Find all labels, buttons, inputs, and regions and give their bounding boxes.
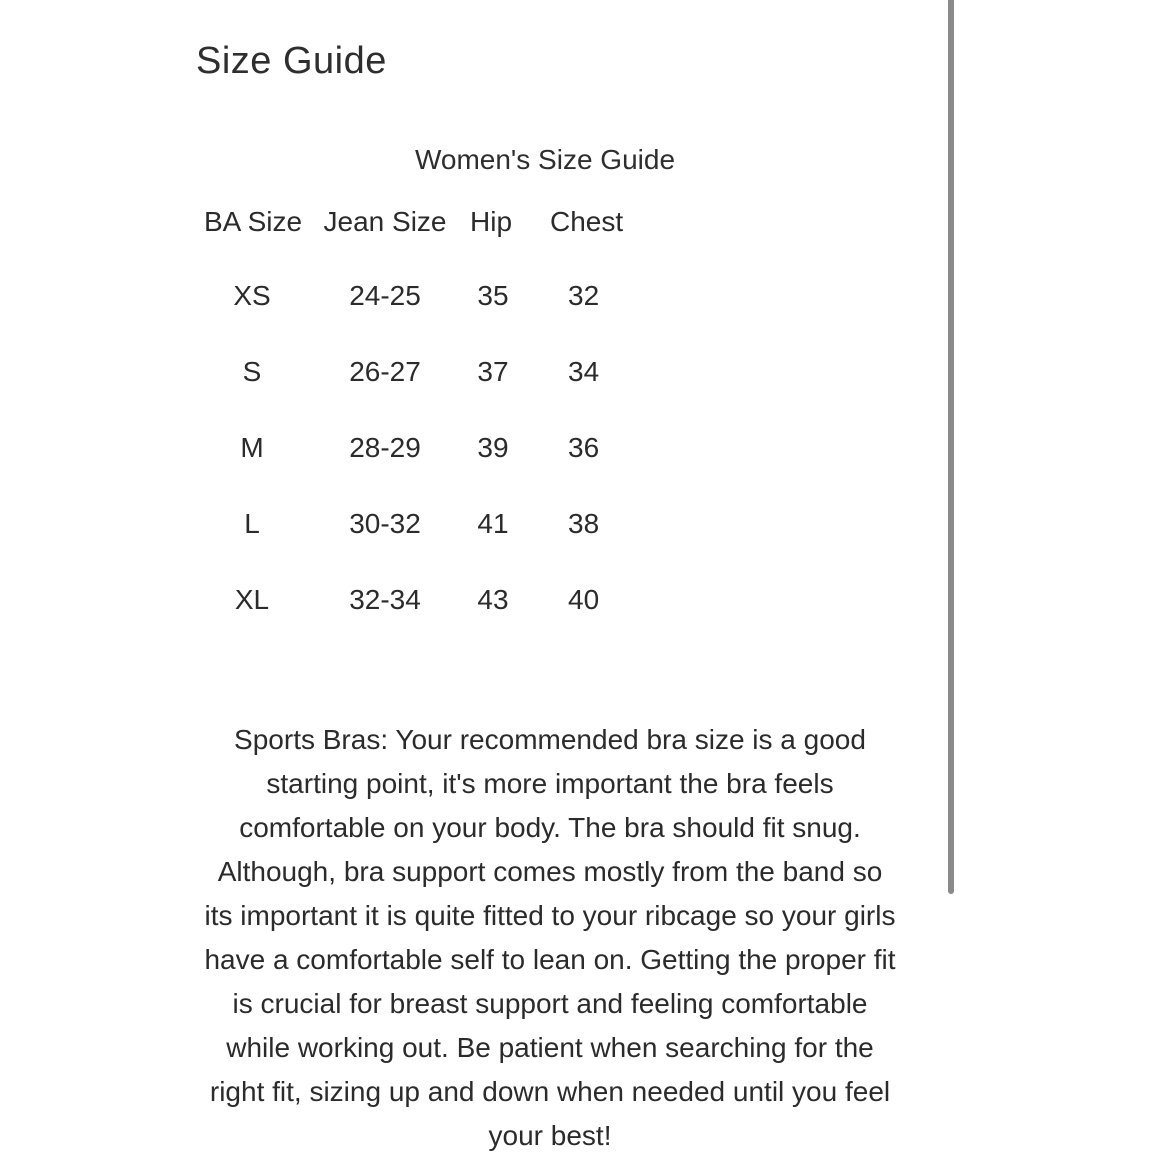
cell-hip: 35 (477, 280, 509, 311)
cell-ba-size: S (242, 356, 262, 387)
column-header-jean-size: Jean Size (323, 206, 447, 237)
cell-hip: 39 (477, 432, 509, 463)
table-row (200, 562, 680, 638)
cell-jean-size: 24-25 (349, 280, 421, 311)
scrollbar[interactable] (944, 0, 958, 894)
column-header-chest: Chest (550, 206, 624, 237)
cell-ba-size: L (244, 508, 260, 539)
size-guide-title: Women's Size Guide (414, 144, 676, 175)
cell-hip: 37 (477, 356, 509, 387)
cell-chest: 34 (568, 356, 600, 387)
scrollbar-thumb[interactable] (948, 0, 954, 894)
cell-hip: 41 (477, 508, 509, 539)
table-row (200, 486, 680, 562)
column-header-hip: Hip (470, 206, 513, 237)
cell-hip: 43 (477, 584, 509, 615)
cell-chest: 38 (568, 508, 600, 539)
cell-jean-size: 30-32 (349, 508, 421, 539)
cell-ba-size: XL (234, 584, 270, 615)
table-row (200, 410, 680, 486)
cell-jean-size: 28-29 (349, 432, 421, 463)
table-row (200, 258, 680, 334)
page-title: Size Guide (196, 40, 387, 82)
cell-ba-size: M (240, 432, 264, 463)
cell-chest: 32 (568, 280, 600, 311)
cell-chest: 36 (568, 432, 600, 463)
cell-chest: 40 (568, 584, 600, 615)
cell-jean-size: 32-34 (349, 584, 421, 615)
table-row (200, 334, 680, 410)
size-table (200, 206, 680, 638)
column-header-ba-size: BA Size (204, 206, 303, 237)
sports-bra-fit-note: Sports Bras: Your recommended bra size is a good starting point, it's more important the bra feels comfortable on your body. The bra should fit snug. Although, bra support comes mostly from the band so its important it is quite fitted to your ribcage so your girls have a comfortable self to lean on. Getting the proper fit is crucial for breast support and feeling comfortable while working out. Be patient when searching for the right fit, sizing up and down when needed until you feel your best! (204, 724, 896, 1151)
cell-jean-size: 26-27 (349, 356, 421, 387)
table-header-row (200, 206, 680, 258)
cell-ba-size: XS (233, 280, 271, 311)
